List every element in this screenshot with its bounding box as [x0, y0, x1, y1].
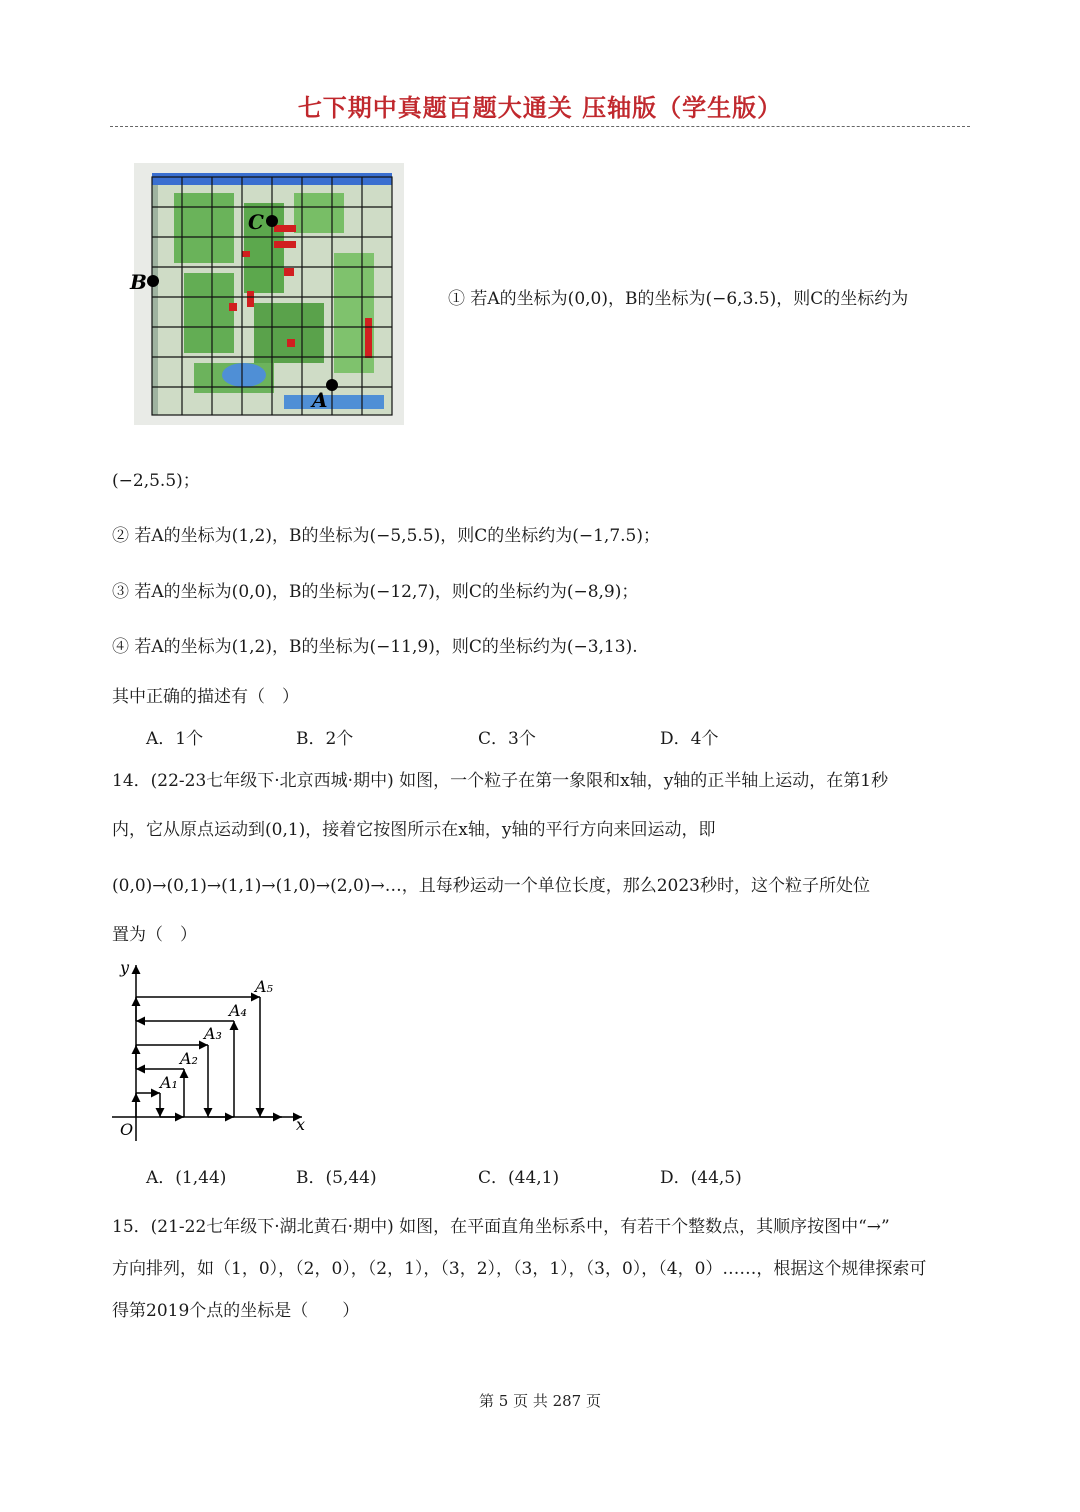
q14-line-4: 置为（ ） — [112, 925, 197, 945]
q13-statement-2: ② 若A的坐标为(1,2)，B的坐标为(−5,5.5)，则C的坐标约为(−1,7.5)； — [112, 526, 661, 546]
map-grid-svg — [130, 163, 404, 425]
q15-line-1: 15．(21-22七年级下·湖北黄石·期中) 如图，在平面直角坐标系中，有若干个整数点，其顺序按图中“→” — [112, 1217, 890, 1237]
axis-label-y: y — [120, 958, 130, 977]
map-point-b — [147, 275, 159, 287]
map-figure — [130, 163, 404, 425]
axis-label-x: x — [296, 1115, 306, 1134]
q13-statement-1b: (−2,5.5)； — [112, 471, 200, 491]
point-label-a4: A₄ — [229, 1001, 247, 1020]
header-divider — [110, 126, 970, 127]
map-point-c — [266, 215, 278, 227]
point-label-a5: A₅ — [255, 977, 273, 996]
q14-line-3: (0,0)→(0,1)→(1,1)→(1,0)→(2,0)→…，且每秒运动一个单位长度，那么2023秒时，这个粒子所处位 — [112, 876, 870, 896]
q14-line-2: 内，它从原点运动到(0,1)，接着它按图所示在x轴，y轴的平行方向来回运动，即 — [112, 820, 716, 840]
q13-prompt: 其中正确的描述有（ ） — [112, 687, 299, 707]
q14-option-b[interactable]: B．(5,44) — [296, 1168, 377, 1188]
q14-option-c[interactable]: C．(44,1) — [478, 1168, 560, 1188]
page-header-title: 七下期中真题百题大通关 压轴版（学生版） — [297, 93, 783, 122]
q13-option-d[interactable]: D．4个 — [660, 729, 719, 749]
q14-option-a[interactable]: A．(1,44) — [146, 1168, 227, 1188]
map-label-a: A — [312, 388, 328, 412]
q13-statement-3: ③ 若A的坐标为(0,0)，B的坐标为(−12,7)，则C的坐标约为(−8,9)； — [112, 582, 639, 602]
map-label-c: C — [248, 210, 264, 234]
q15-line-2: 方向排列，如（1，0），（2，0），（2，1），（3，2），（3，1），（3，0），（4，0）……，根据这个规律探索可 — [112, 1259, 927, 1279]
map-label-b: B — [130, 270, 147, 294]
q15-line-3: 得第2019个点的坐标是（ ） — [112, 1301, 360, 1321]
point-label-a2: A₂ — [180, 1049, 198, 1068]
point-label-a1: A₁ — [160, 1073, 178, 1092]
q13-statement-4: ④ 若A的坐标为(1,2)，B的坐标为(−11,9)，则C的坐标约为(−3,13). — [112, 637, 638, 657]
page-footer: 第 5 页 共 287 页 — [478, 1392, 601, 1410]
q14-option-d[interactable]: D．(44,5) — [660, 1168, 742, 1188]
particle-path-svg — [112, 955, 322, 1145]
q13-option-b[interactable]: B．2个 — [296, 729, 354, 749]
particle-path-figure — [112, 955, 322, 1145]
q13-option-c[interactable]: C．3个 — [478, 729, 536, 749]
q13-statement-1a: ① 若A的坐标为(0,0)，B的坐标为(−6,3.5)，则C的坐标约为 — [448, 289, 909, 309]
map-point-a — [326, 379, 338, 391]
point-label-a3: A₃ — [204, 1024, 222, 1043]
origin-label: O — [120, 1120, 134, 1139]
q13-option-a[interactable]: A．1个 — [146, 729, 204, 749]
q14-line-1: 14．(22-23七年级下·北京西城·期中) 如图，一个粒子在第一象限和x轴，y轴的正半轴上运动，在第1秒 — [112, 771, 889, 791]
